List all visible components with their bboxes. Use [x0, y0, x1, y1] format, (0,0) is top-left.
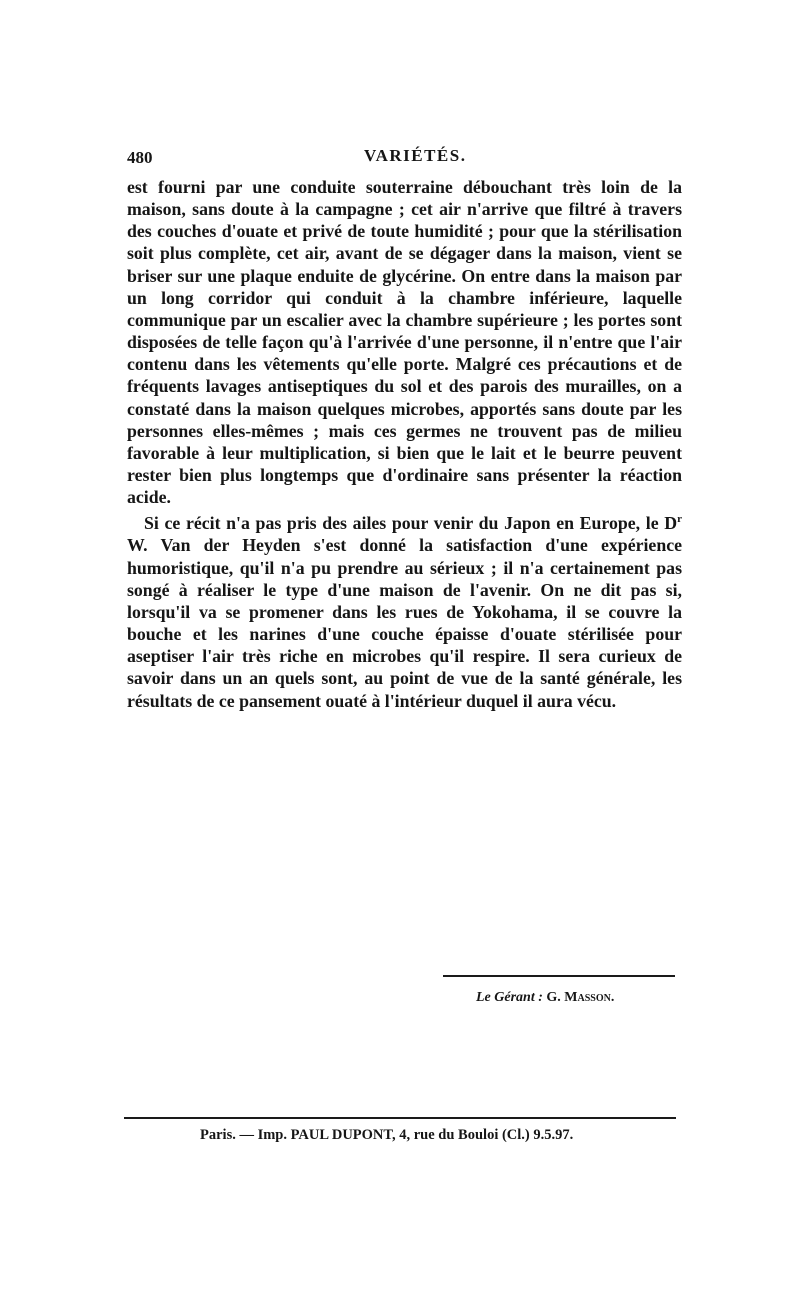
- gerant-initial: G.: [546, 990, 561, 1005]
- paragraph-2-start: Si ce récit n'a pas pris des ailes pour venir du Japon en Europe, le D: [144, 513, 678, 534]
- signature-rule: [443, 975, 675, 977]
- gerant-label: Le Gérant :: [476, 990, 543, 1005]
- gerant-name: Masson.: [564, 990, 615, 1005]
- printer-imprint: Paris. — Imp. PAUL DUPONT, 4, rue du Bouloi (Cl.) 9.5.97.: [200, 1127, 574, 1143]
- doctor-abbrev-superscript: r: [677, 513, 682, 526]
- paragraph-1: est fourni par une conduite souterraine débouchant très loin de la maison, sans doute à la campagne ; cet air n'arrive que filtré à travers des couches d'ouate et privé de toute humidité ; pour que la stérilisation soit plus complète, cet air, avant de se dégager dans la maison, vient se briser sur une plaque enduite de glycérine. On entre dans la maison par un long corridor qui conduit à la chambre inférieure, laquelle communique par un escalier avec la chambre supérieure ; les portes sont disposées de telle façon qu'à l'arrivée d'une personne, il n'entre que l'air contenu dans les vêtements qu'elle porte. Malgré ces précautions et de fréquents lavages antiseptiques du sol et des parois des murailles, on a constaté dans la maison quelques microbes, apportés sans doute par les personnes elles-mêmes ; mais ces germes ne trouvent pas de milieu favorable à leur multiplication, si bien que le lait et le beurre peuvent rester bien plus longtemps que d'ordinaire sans présenter la réaction acide.: [127, 177, 682, 508]
- footer-rule: [124, 1117, 676, 1119]
- paragraph-2: [127, 508, 682, 711]
- gerant-signature: [476, 990, 614, 1006]
- paragraph-2-rest: W. Van der Heyden s'est donné la satisfaction d'une expérience humoristique, qu'il n'a pu prendre au sérieux ; il n'a certainement pas songé à réaliser le type d'une maison de l'avenir. On ne dit pas si, lorsqu'il va se promener dans les rues de Yokohama, il se couvre la bouche et les narines d'une couche épaisse d'ouate stérilisée pour aseptiser l'air très riche en microbes qu'il respire. Il sera curieux de savoir dans un an quels sont, au point de vue de la santé générale, les résultats de ce pansement ouaté à l'intérieur duquel il aura vécu.: [127, 535, 682, 711]
- running-title: VARIÉTÉS.: [364, 146, 467, 165]
- article-body: [127, 176, 682, 712]
- page-number: 480: [127, 148, 153, 167]
